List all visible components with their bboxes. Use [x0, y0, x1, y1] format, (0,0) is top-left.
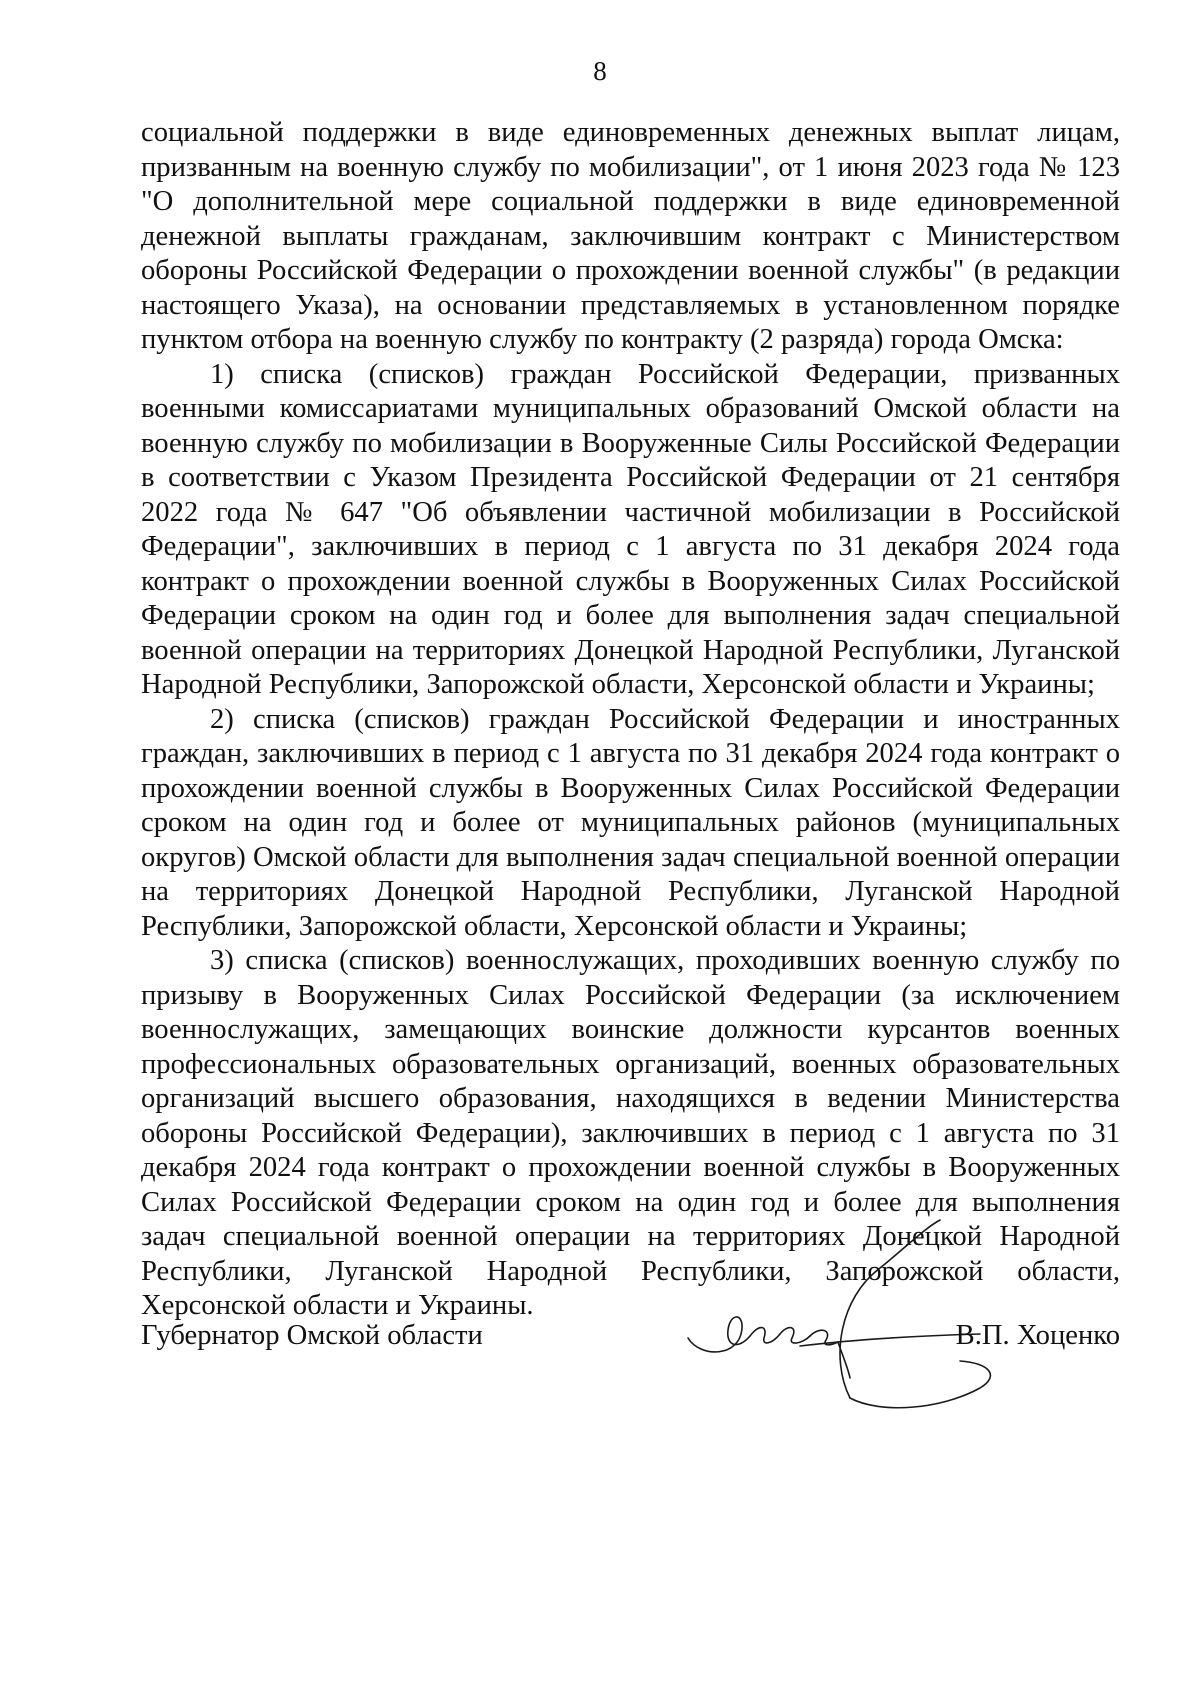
document-body [141, 116, 1120, 1324]
signatory-title: Губернатор Омской области [141, 1320, 483, 1351]
signature-block [141, 1320, 1120, 1360]
paragraph-intro: социальной поддержки в виде единовременных денежных выплат лицам, призванным на военную службу по мобилизации", от 1 июня 2023 года № 123 "О дополнительной мере социальной поддержки в виде единовременной денежной выплаты гражданам, заключившим контракт с Министерством обороны Российской Федерации о прохождении военной службы" (в редакции настоящего Указа), на основании представляемых в установленном порядке пунктом отбора на военную службу по контракту (2 разряда) города Омска: [141, 117, 1120, 355]
paragraph-item-2: 2) списка (списков) граждан Российской Федерации и иностранных граждан, заключивших в период с 1 августа по 31 декабря 2024 года контракт о прохождении военной службы в Вооруженных Силах Российской Федерации сроком на один год и более от муниципальных районов (муниципальных округов) Омской области для выполнения задач специальной военной операции на территориях Донецкой Народной Республики, Луганской Народной Республики, Запорожской области, Херсонской области и Украины; [141, 703, 1120, 942]
signatory-name: В.П. Хоценко [955, 1320, 1120, 1351]
handwritten-signature [680, 1218, 1100, 1418]
paragraph-item-3: 3) списка (списков) военнослужащих, проходивших военную службу по призыву в Вооруженных Силах Российской Федерации (за исключением военнослужащих, замещающих воинские должности курсантов военных профессиональных образовательных организаций, военных образовательных организаций высшего образования, находящихся в ведении Министерства обороны Российской Федерации), заключивших в период с 1 августа по 31 декабря 2024 года контракт о прохождении военной службы в Вооруженных Силах Российской Федерации сроком на один год и более для выполнения задач специальной военной операции на территориях Донецкой Народной Республики, Луганской Народной Республики, Запорожской области, Херсонской области и Украины. [141, 945, 1120, 1321]
paragraph-item-1: 1) списка (списков) граждан Российской Федерации, призванных военными комиссариатами муниципальных образований Омской области на военную службу по мобилизации в Вооруженные Силы Российской Федерации в соответствии с Указом Президента Российской Федерации от 21 сентября 2022 года № 647 "Об объявлении частичной мобилизации в Российской Федерации", заключивших в период с 1 августа по 31 декабря 2024 года контракт о прохождении военной службы в Вооруженных Силах Российской Федерации сроком на один год и более для выполнения задач специальной военной операции на территориях Донецкой Народной Республики, Луганской Народной Республики, Запорожской области, Херсонской области и Украины; [141, 358, 1120, 700]
page-number: 8 [593, 56, 607, 86]
